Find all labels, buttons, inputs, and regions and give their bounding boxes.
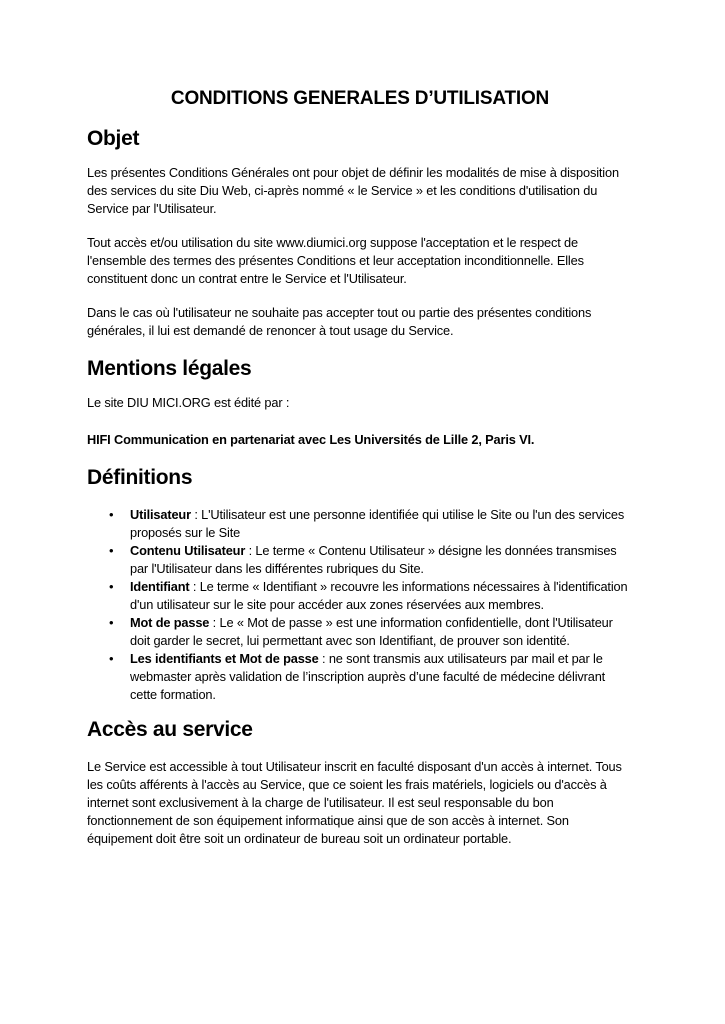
list-item <box>130 506 633 542</box>
section-heading-objet: Objet <box>87 127 140 150</box>
definition-text: : ne sont transmis aux utilisateurs par mail et par le webmaster après validation de l’inscription auprès d’une faculté de médecine délivrant cette formation. <box>130 651 606 702</box>
list-item <box>130 650 633 704</box>
list-item <box>130 578 633 614</box>
acces-paragraph-1: Le Service est accessible à tout Utilisateur inscrit en faculté disposant d'un accès à internet. Tous les coûts afférents à l'accès au Service, que ce soient les frais matériels, logiciels ou d'accès à internet sont exclusivement à la charge de l'utilisateur. Il est seul responsable du bon fonctionnement de son équipement informatique ainsi que de son accès à internet. Son équipement doit être soit un ordinateur de bureau soit un ordinateur portable. <box>87 759 622 846</box>
definitions-list <box>87 506 633 704</box>
definition-term: Mot de passe <box>130 615 210 630</box>
page-title: CONDITIONS GENERALES D’UTILISATION <box>170 88 550 109</box>
section-heading-definitions: Définitions <box>87 466 193 489</box>
definition-text: : Le terme « Contenu Utilisateur » désigne les données transmises par l'Utilisateur dans les différentes rubriques du Site. <box>130 543 617 576</box>
objet-paragraph-1: Les présentes Conditions Générales ont pour objet de définir les modalités de mise à disposition des services du site Diu Web, ci-après nommé « le Service » et les conditions d'utilisation du Service par l'Utilisateur. <box>87 165 619 216</box>
definition-term: Contenu Utilisateur <box>130 543 246 558</box>
mentions-paragraph-1: Le site DIU MICI.ORG est édité par : <box>87 395 290 410</box>
definition-text: : Le terme « Identifiant » recouvre les informations nécessaires à l'identification d'un utilisateur sur le site pour accéder aux zones réservées aux membres. <box>130 579 628 612</box>
definition-term: Les identifiants et Mot de passe <box>130 651 319 666</box>
definition-text: : Le « Mot de passe » est une information confidentielle, dont l'Utilisateur doit garder le secret, lui permettant avec son Identifiant, de prouver son identité. <box>130 615 613 648</box>
list-item <box>130 614 633 650</box>
objet-paragraph-3: Dans le cas où l'utilisateur ne souhaite pas accepter tout ou partie des présentes conditions générales, il lui est demandé de renoncer à tout usage du Service. <box>87 305 592 338</box>
section-heading-acces: Accès au service <box>87 718 253 741</box>
definition-text: : L'Utilisateur est une personne identifiée qui utilise le Site ou l'un des services proposés sur le Site <box>130 507 625 540</box>
objet-paragraph-2: Tout accès et/ou utilisation du site www.diumici.org suppose l'acceptation et le respect de l'ensemble des termes des présentes Conditions et leur acceptation inconditionnelle. Elles constituent donc un contrat entre le Service et l'Utilisateur. <box>87 235 584 286</box>
definition-term: Utilisateur <box>130 507 191 522</box>
list-item <box>130 542 633 578</box>
mentions-paragraph-2: HIFI Communication en partenariat avec Les Universités de Lille 2, Paris VI. <box>87 432 535 447</box>
section-heading-mentions: Mentions légales <box>87 357 252 380</box>
definition-term: Identifiant <box>130 579 190 594</box>
